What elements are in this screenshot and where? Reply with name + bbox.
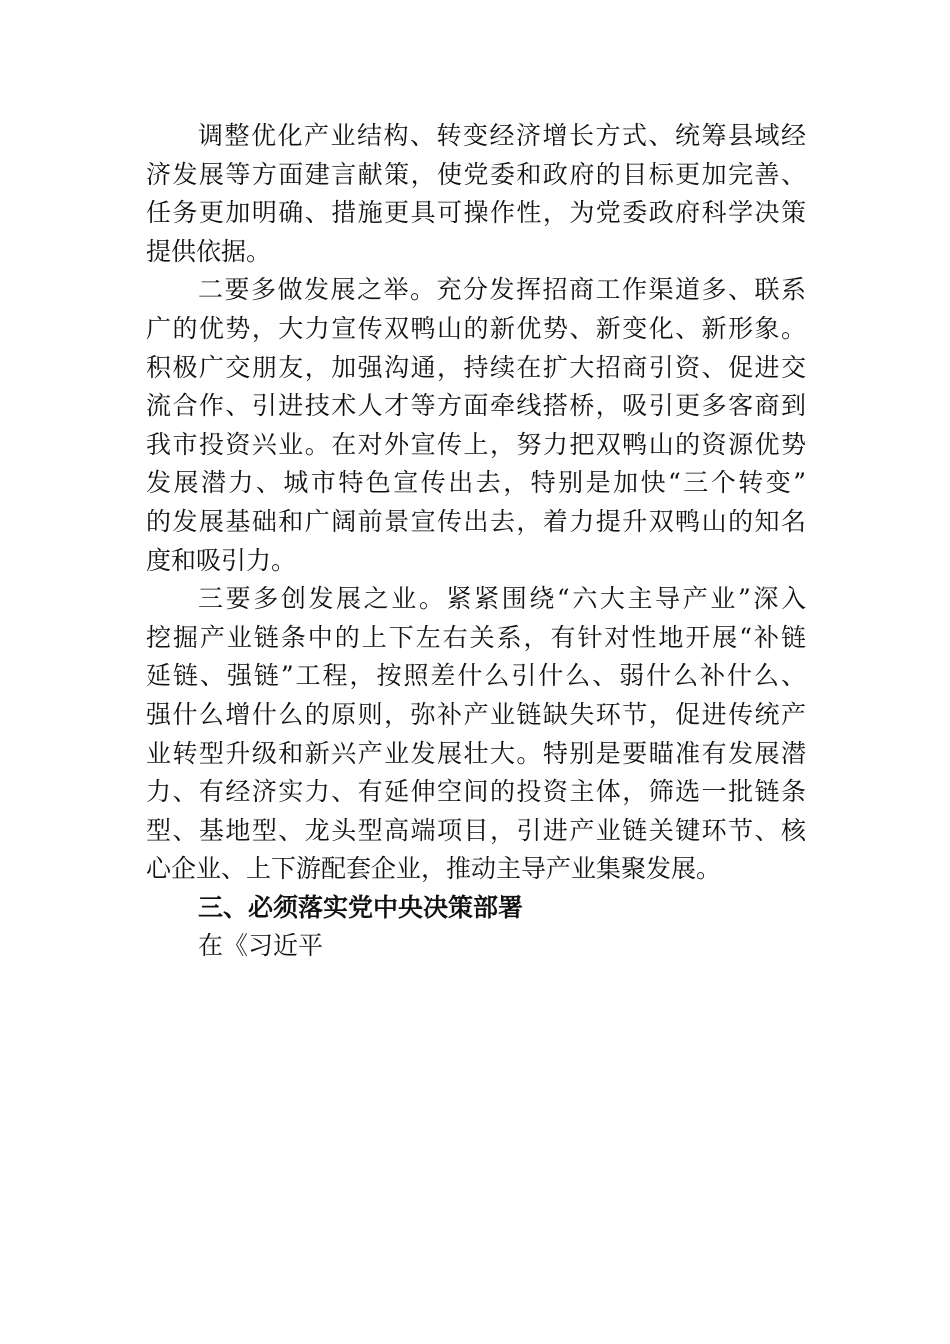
text-line: 济发展等方面建言献策，使党委和政府的目标更加完善、 bbox=[146, 159, 806, 189]
text-line: 力、有经济实力、有延伸空间的投资主体，筛选一批链条 bbox=[146, 777, 806, 807]
section-heading: 三、必须落实党中央决策部署 bbox=[198, 892, 524, 922]
text-line: 流合作、引进技术人才等方面牵线搭桥，吸引更多客商到 bbox=[146, 391, 806, 421]
text-line: 发展潜力、城市特色宣传出去，特别是加快“三个转变” bbox=[146, 468, 806, 498]
text-line: 二要多做发展之举。充分发挥招商工作渠道多、联系 bbox=[198, 275, 806, 305]
text-line: 在《习近平 bbox=[198, 931, 324, 961]
text-line: 的发展基础和广阔前景宣传出去，着力提升双鸭山的知名 bbox=[146, 506, 806, 536]
text-line: 积极广交朋友，加强沟通，持续在扩大招商引资、促进交 bbox=[146, 352, 806, 382]
text-line: 提供依据。 bbox=[146, 236, 272, 266]
text-line: 广的优势，大力宣传双鸭山的新优势、新变化、新形象。 bbox=[146, 313, 806, 343]
text-line: 三要多创发展之业。紧紧围绕“六大主导产业”深入 bbox=[198, 584, 806, 614]
text-line: 挖掘产业链条中的上下左右关系，有针对性地开展“补链 bbox=[146, 622, 806, 652]
text-line: 心企业、上下游配套企业，推动主导产业集聚发展。 bbox=[146, 854, 722, 884]
paragraph-3 bbox=[146, 580, 806, 889]
paragraph-2 bbox=[146, 271, 806, 580]
text-line: 业转型升级和新兴产业发展壮大。特别是要瞄准有发展潜 bbox=[146, 738, 806, 768]
text-line: 调整优化产业结构、转变经济增长方式、统筹县域经 bbox=[198, 121, 806, 150]
document-body bbox=[146, 117, 806, 966]
text-line: 强什么增什么的原则，弥补产业链缺失环节，促进传统产 bbox=[146, 699, 806, 729]
paragraph-1 bbox=[146, 117, 806, 271]
text-line: 我市投资兴业。在对外宣传上，努力把双鸭山的资源优势 bbox=[146, 429, 806, 459]
text-line: 型、基地型、龙头型高端项目，引进产业链关键环节、核 bbox=[146, 815, 806, 845]
text-line: 度和吸引力。 bbox=[146, 545, 297, 575]
text-line: 任务更加明确、措施更具可操作性，为党委政府科学决策 bbox=[146, 198, 806, 228]
text-line: 延链、强链”工程，按照差什么引什么、弱什么补什么、 bbox=[146, 661, 806, 691]
